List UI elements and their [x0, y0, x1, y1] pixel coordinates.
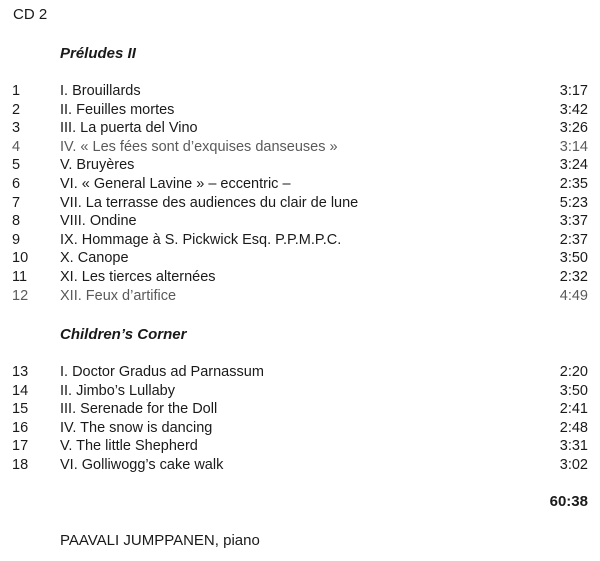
track-title: VII. La terrasse des audiences du clair de lune	[60, 194, 359, 211]
track-row	[0, 419, 600, 437]
track-title: I. Brouillards	[60, 83, 141, 99]
track-row	[0, 382, 600, 400]
track-duration: 3:24	[559, 157, 588, 174]
track-row	[0, 363, 600, 381]
track-number: 6	[12, 176, 21, 192]
track-title: IV. « Les fées sont d’exquises danseuses »	[60, 138, 338, 155]
track-title: VI. Golliwogg’s cake walk	[60, 457, 224, 473]
track-duration: 4:49	[559, 287, 588, 304]
track-row	[0, 456, 600, 474]
track-duration: 2:48	[559, 419, 588, 436]
track-number: 13	[12, 364, 29, 380]
track-number: 14	[12, 382, 29, 399]
track-row	[0, 101, 600, 119]
track-duration: 3:17	[559, 83, 588, 99]
section-title-childrens-corner: Children’s Corner	[60, 326, 187, 343]
track-duration: 2:32	[559, 269, 588, 285]
track-number: 4	[12, 138, 21, 155]
track-number: 8	[12, 213, 21, 230]
track-duration: 3:50	[559, 250, 588, 267]
track-title: XII. Feux d’artifice	[60, 287, 177, 304]
track-number: 5	[12, 157, 21, 174]
track-row	[0, 268, 600, 286]
track-row	[0, 249, 600, 267]
track-duration: 3:14	[559, 138, 588, 155]
track-number: 9	[12, 231, 21, 248]
track-duration: 2:20	[559, 364, 588, 380]
track-title: III. La puerta del Vino	[60, 120, 198, 137]
track-number: 7	[12, 194, 21, 211]
track-number: 17	[12, 438, 29, 455]
track-title: IX. Hommage à S. Pickwick Esq. P.P.M.P.C.	[60, 231, 342, 248]
track-number: 11	[12, 269, 28, 285]
track-title: I. Doctor Gradus ad Parnassum	[60, 364, 264, 380]
track-row	[0, 400, 600, 418]
track-duration: 3:37	[559, 213, 588, 230]
track-title: XI. Les tierces alternées	[60, 269, 216, 285]
track-title: II. Jimbo’s Lullaby	[60, 382, 175, 399]
track-title: VIII. Ondine	[60, 213, 137, 230]
track-row	[0, 138, 600, 156]
total-duration: 60:38	[549, 493, 588, 510]
track-title: III. Serenade for the Doll	[60, 401, 218, 418]
cd-label: CD 2	[13, 6, 48, 23]
track-row	[0, 437, 600, 455]
track-duration: 2:35	[559, 176, 588, 192]
track-number: 18	[12, 457, 29, 473]
track-row	[0, 175, 600, 193]
track-title: V. Bruyères	[60, 157, 135, 174]
track-title: VI. « General Lavine » – eccentric –	[60, 176, 291, 192]
track-row	[0, 156, 600, 174]
section-title-preludes: Préludes II	[60, 45, 136, 62]
track-title: IV. The snow is dancing	[60, 419, 213, 436]
track-title: X. Canope	[60, 250, 129, 267]
track-row	[0, 119, 600, 137]
track-title: V. The little Shepherd	[60, 438, 198, 455]
track-row	[0, 82, 600, 100]
track-duration: 3:42	[559, 101, 588, 118]
track-duration: 5:23	[559, 194, 588, 211]
track-number: 10	[12, 250, 29, 267]
performer-credit: PAAVALI JUMPPANEN, piano	[60, 532, 260, 549]
track-duration: 2:37	[559, 231, 588, 248]
track-row	[0, 212, 600, 230]
track-number: 15	[12, 401, 29, 418]
track-row	[0, 231, 600, 249]
track-title: II. Feuilles mortes	[60, 101, 175, 118]
track-number: 12	[12, 287, 29, 304]
track-duration: 3:02	[559, 457, 588, 473]
track-duration: 3:31	[559, 438, 588, 455]
track-number: 2	[12, 101, 21, 118]
track-duration: 3:26	[559, 120, 588, 137]
track-number: 1	[12, 83, 21, 99]
track-row	[0, 194, 600, 212]
track-duration: 2:41	[559, 401, 588, 418]
track-row	[0, 287, 600, 305]
track-duration: 3:50	[559, 382, 588, 399]
track-number: 3	[12, 120, 21, 137]
track-number: 16	[12, 419, 29, 436]
